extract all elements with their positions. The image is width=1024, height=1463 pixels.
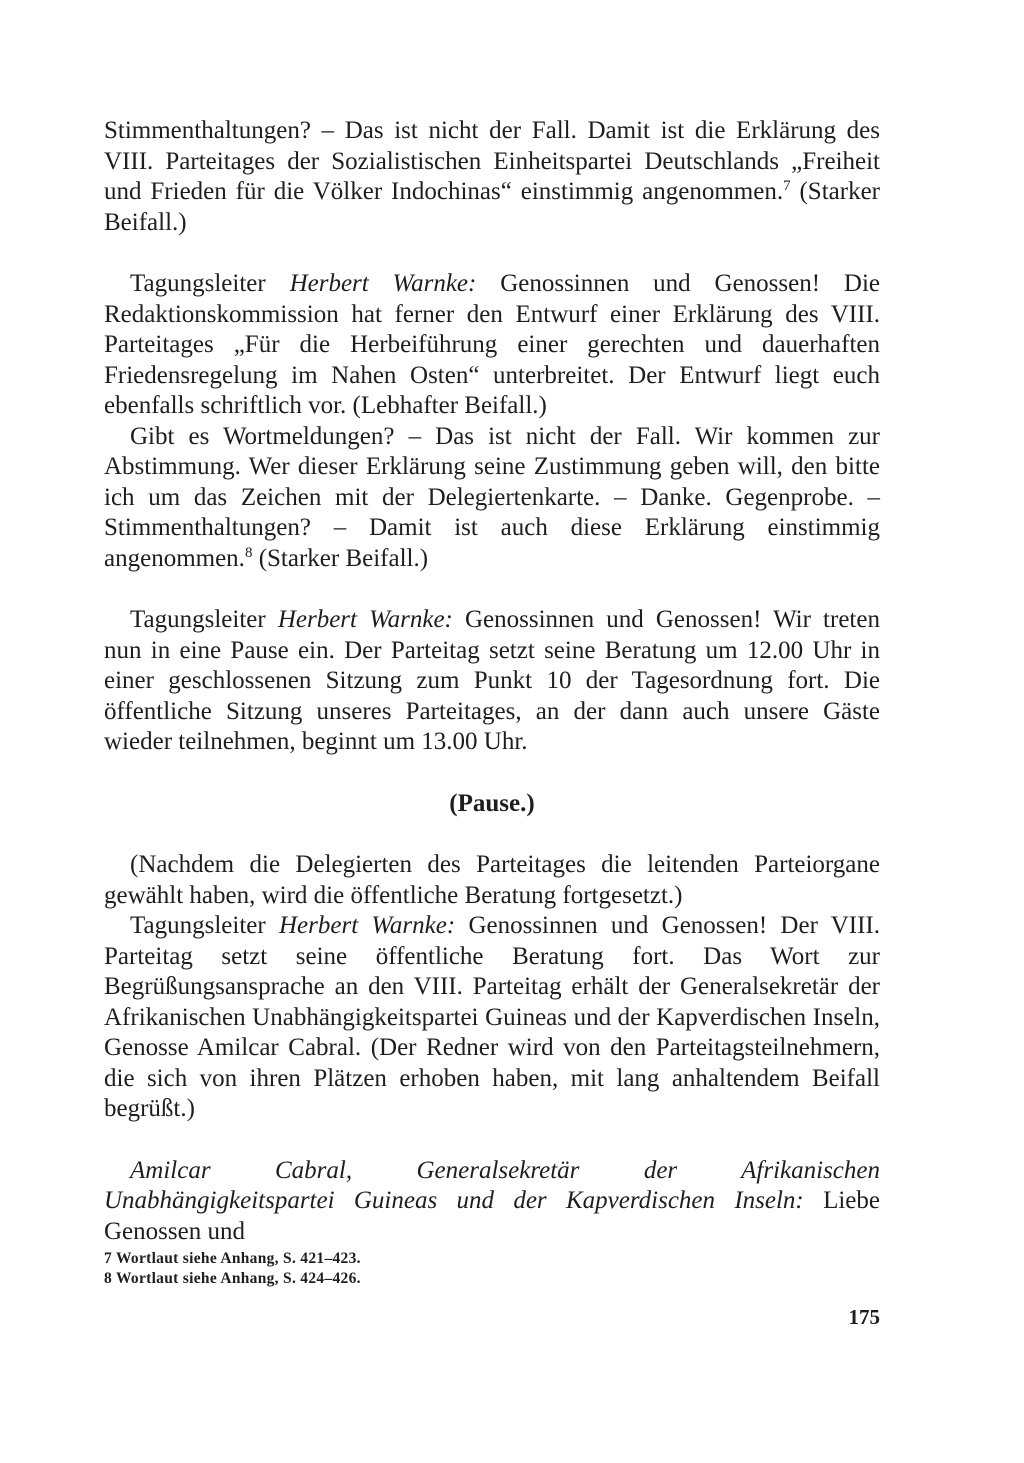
paragraph-warnke-pause (104, 605, 880, 758)
footnote-ref-8: 8 (244, 544, 253, 561)
paragraph-vote-near-east (104, 422, 880, 575)
pause-heading: (Pause.) (449, 789, 535, 817)
footnotes (104, 1249, 880, 1289)
paragraph-warnke-cabral (104, 911, 880, 1125)
paragraph-text: Stimmenthaltungen? – Das ist nicht der Fall. Damit ist die Erklärung des VIII. Parteitages der Sozialistischen Einheitspartei Deutschlands „Freiheit und Frieden für die Völker Indochinas“ einstimmig angenommen. (104, 117, 880, 205)
speaker-name: Herbert Warnke: (278, 912, 456, 939)
footnote-8: 8 Wortlaut siehe Anhang, S. 424–426. (104, 1270, 361, 1287)
page-number: 175 (848, 1305, 880, 1329)
speaker-name: Herbert Warnke: (289, 270, 477, 297)
page-body (104, 116, 880, 1416)
paragraph-text: Liebe Genossen und (104, 1187, 880, 1245)
speaker-name: Amilcar Cabral, Generalsekretär der Afrikanischen Unabhängigkeitspartei Guineas und der Kapverdischen Inseln: (104, 1156, 880, 1214)
speaker-name: Herbert Warnke: (277, 606, 453, 633)
paragraph-text: (Nachdem die Delegierten des Parteitages die leitenden Parteiorgane gewählt haben, wird die öffentliche Beratung fortgesetzt.) (104, 851, 880, 909)
paragraph-text: Genossinnen und Genossen! Wir treten nun in eine Pause ein. Der Parteitag setzt seine Beratung um 12.00 Uhr in einer geschlossenen Sitzung zum Punkt 10 der Tagesordnung fort. Die öffentliche Sitzung unseres Parteitages, an der dann auch unsere Gäste wieder teilnehmen, beginnt um 13.00 Uhr. (104, 606, 880, 755)
footnote-ref-7: 7 (783, 178, 791, 194)
paragraph-cabral (104, 1156, 880, 1248)
paragraph-text: Genossinnen und Genossen! Der VIII. Parteitag setzt seine öffentliche Beratung fort. Das Wort zur Begrüßungsansprache an den VIII. Parteitag erhält der Generalsekretär der Afrikanischen Unabhängigkeitspartei Guineas und der Kapverdischen Inseln, Genosse Amilcar Cabral. (Der Redner wird von den Parteitagsteilnehmern, die sich von ihren Plätzen erhoben haben, mit lang anhaltendem Beifall begrüßt.) (104, 912, 880, 1122)
paragraph-warnke-near-east (104, 269, 880, 422)
paragraph-text: (Starker Beifall.) (104, 178, 880, 236)
paragraph-vote-indochina (104, 116, 880, 238)
paragraph-text: Gibt es Wortmeldungen? – Das ist nicht der Fall. Wir kommen zur Abstimmung. Wer dieser Erklärung seine Zustimmung geben will, den bitte ich um das Zeichen mit der Delegiertenkarte. – Danke. Gegenprobe. – Stimmenthaltungen? – Damit ist auch diese Erklärung einstimmig angenommen. (104, 422, 880, 572)
paragraph-stage-note (104, 850, 880, 911)
paragraph-text: (Starker Beifall.) (252, 544, 429, 572)
speaker-role: Tagungsleiter (130, 606, 278, 633)
speaker-role: Tagungsleiter (130, 912, 279, 939)
footnote-7: 7 Wortlaut siehe Anhang, S. 421–423. (104, 1250, 361, 1267)
speaker-role: Tagungsleiter (130, 270, 290, 297)
paragraph-text: Genossinnen und Genossen! Die Redaktionskommission hat ferner den Entwurf einer Erklärung des VIII. Parteitages „Für die Herbeiführung einer gerechten und dauerhaften Friedensregelung im Nahen Osten“ unterbreitet. Der Entwurf liegt euch ebenfalls schriftlich vor. (Lebhafter Beifall.) (104, 270, 880, 419)
